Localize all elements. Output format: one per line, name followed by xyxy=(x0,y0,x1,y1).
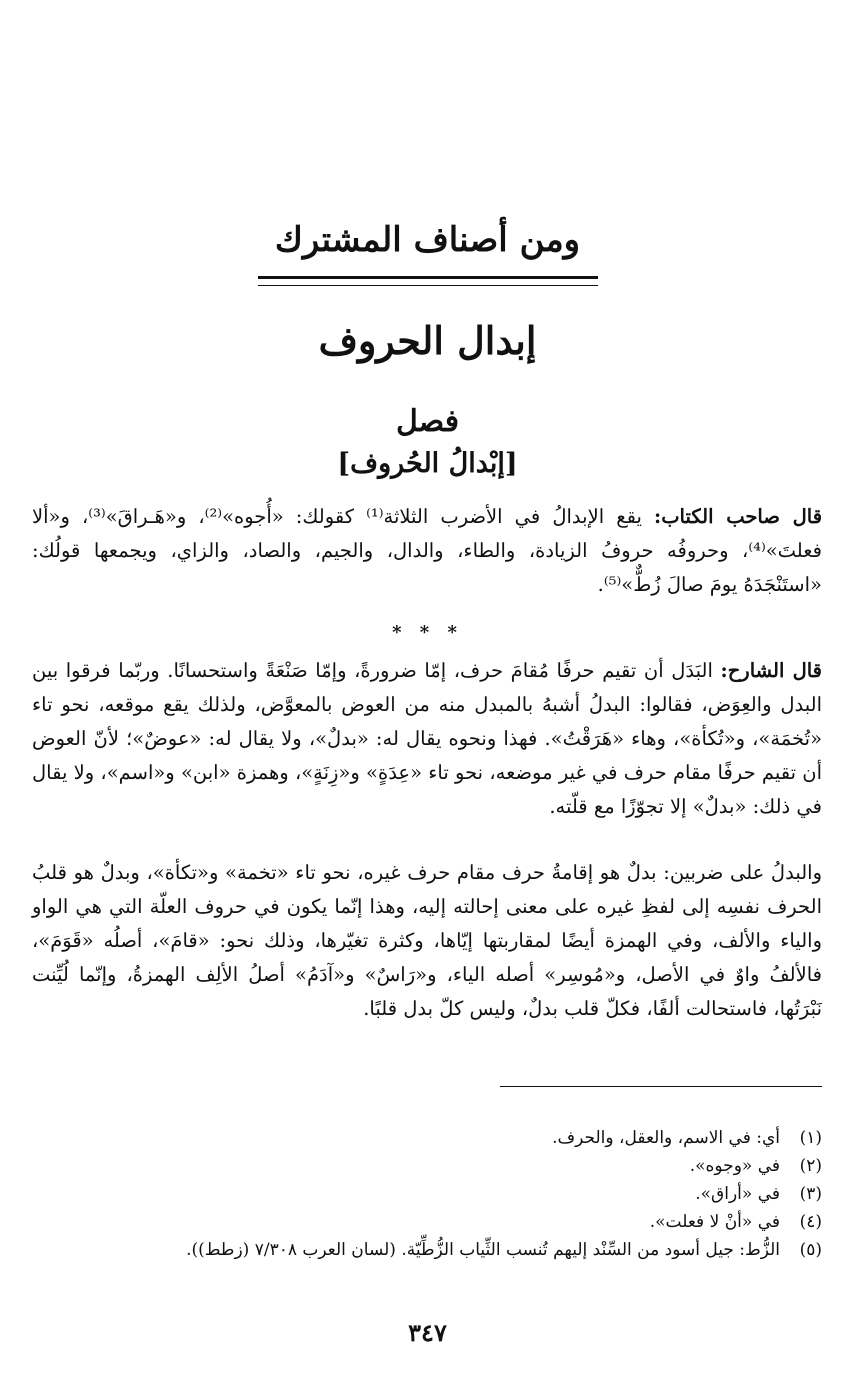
section-heading: فصل xyxy=(395,404,460,439)
title-underline-thin xyxy=(258,285,598,286)
footnote-text: في «وجوه». xyxy=(689,1156,780,1176)
footnote-number: (٥) xyxy=(799,1240,822,1260)
footnote-item xyxy=(32,1152,822,1180)
footnotes-list xyxy=(32,1124,822,1264)
commentary-paragraph-2: والبدلُ على ضربين: بدلٌ هو إقامةُ حرف مقام حرف غيره، نحو تاء «تخمة» و«تكأة»، وبدلٌ هو قلبُ الحرف نفسِه إلى لفظِ غيره على معنى إحالته إليه، وهذا إنّما يكون في حروف العلّة التي هي الواو والياء والألف، وفي الهمزة أيضًا لمقاربتها إيّاها، وكثرة تغيّرها، وذلك نحو: «قامَ»، أصلُه «قَوَمَ»، فالألفُ واوٌ في الأصل، و«مُوسِر» أصله الياء، و«رَاسٌ» و«آدَمُ» أصلُ الألِف الهمزةُ، وإنّما لُيِّنت نَبْرَتُها، فاستحالت ألفًا، فكلّ قلب بدلٌ، وليس كلّ بدل قلبًا. xyxy=(32,861,822,1020)
footnote-item xyxy=(32,1180,822,1208)
chapter-title: ومن أصناف المشترك xyxy=(274,220,581,260)
footnote-item xyxy=(32,1208,822,1236)
footnote-item xyxy=(32,1124,822,1152)
footnote-text: أي: في الاسم، والعقل، والحرف. xyxy=(552,1128,780,1148)
footnote-number: (١) xyxy=(799,1128,822,1148)
footnote-text: الزُّط: جيل أسود من السِّنْد إليهم تُنسب الثِّياب الزُّطِّيّة. (لسان العرب ٧/٣٠٨ (زطط)). xyxy=(186,1240,780,1260)
page-number: ٣٤٧ xyxy=(408,1318,447,1347)
footnote-number: (٤) xyxy=(799,1212,822,1232)
commentary-paragraph xyxy=(32,654,822,824)
commentary-text: البَدَل أن تقيم حرفًا مُقامَ حرف، إمّا ضرورةً، وإمّا صَنْعَةً واستحسانًا. وربّما فرقوا بين البدل والعِوَض، فقالوا: البدلُ أشبهُ بالمبدل منه من العوض بالمعوَّض، ولذلك يقع موقعه، نحو تاء «تُخمَة»، و«تُكأة»، وهاء «هَرَقْتُ». فهذا ونحوه يقال له: «بدلٌ»، ولا يقال له: «عوضٌ»؛ لأنّ العوض أن تقيم حرفًا مقام حرف في غير موضعه، نحو تاء «عِدَةٍ» و«زِنَةٍ»، وهمزة «ابن» و«اسم»، ولا يقال في ذلك: «بدلٌ» إلا تجوّزًا مع قلّته. xyxy=(32,659,822,818)
section-separator: * * * xyxy=(392,622,463,643)
footnote-text: في «أنْ لا فعلت». xyxy=(649,1212,780,1232)
author-lead: قال صاحب الكتاب: xyxy=(654,505,823,528)
author-text-paragraph xyxy=(32,500,822,602)
footnote-divider xyxy=(500,1086,822,1087)
footnote-text: في «أراق». xyxy=(695,1184,780,1204)
topic-title: إبدال الحروف xyxy=(318,318,537,363)
footnote-number: (٢) xyxy=(799,1156,822,1176)
section-subheading: [إبْدالُ الحُروف] xyxy=(337,448,518,479)
footnote-item xyxy=(32,1236,822,1264)
author-text: يقع الإبدالُ في الأضرب الثلاثة⁽¹⁾ كقولك: «أُجوه»⁽²⁾، و«هَـراقَ»⁽³⁾، و«ألا فعلتَ»⁽⁴⁾، وحروفُه حروفُ الزيادة، والطاء، والدال، والجيم، والصاد، والزاي، ويجمعها قولُك: «استَنْجَدَهُ يومَ صالَ زُطٌّ»⁽⁵⁾. xyxy=(32,505,822,596)
footnote-number: (٣) xyxy=(799,1184,822,1204)
title-underline-thick xyxy=(258,276,598,279)
commentary-lead: قال الشارح: xyxy=(720,659,823,682)
